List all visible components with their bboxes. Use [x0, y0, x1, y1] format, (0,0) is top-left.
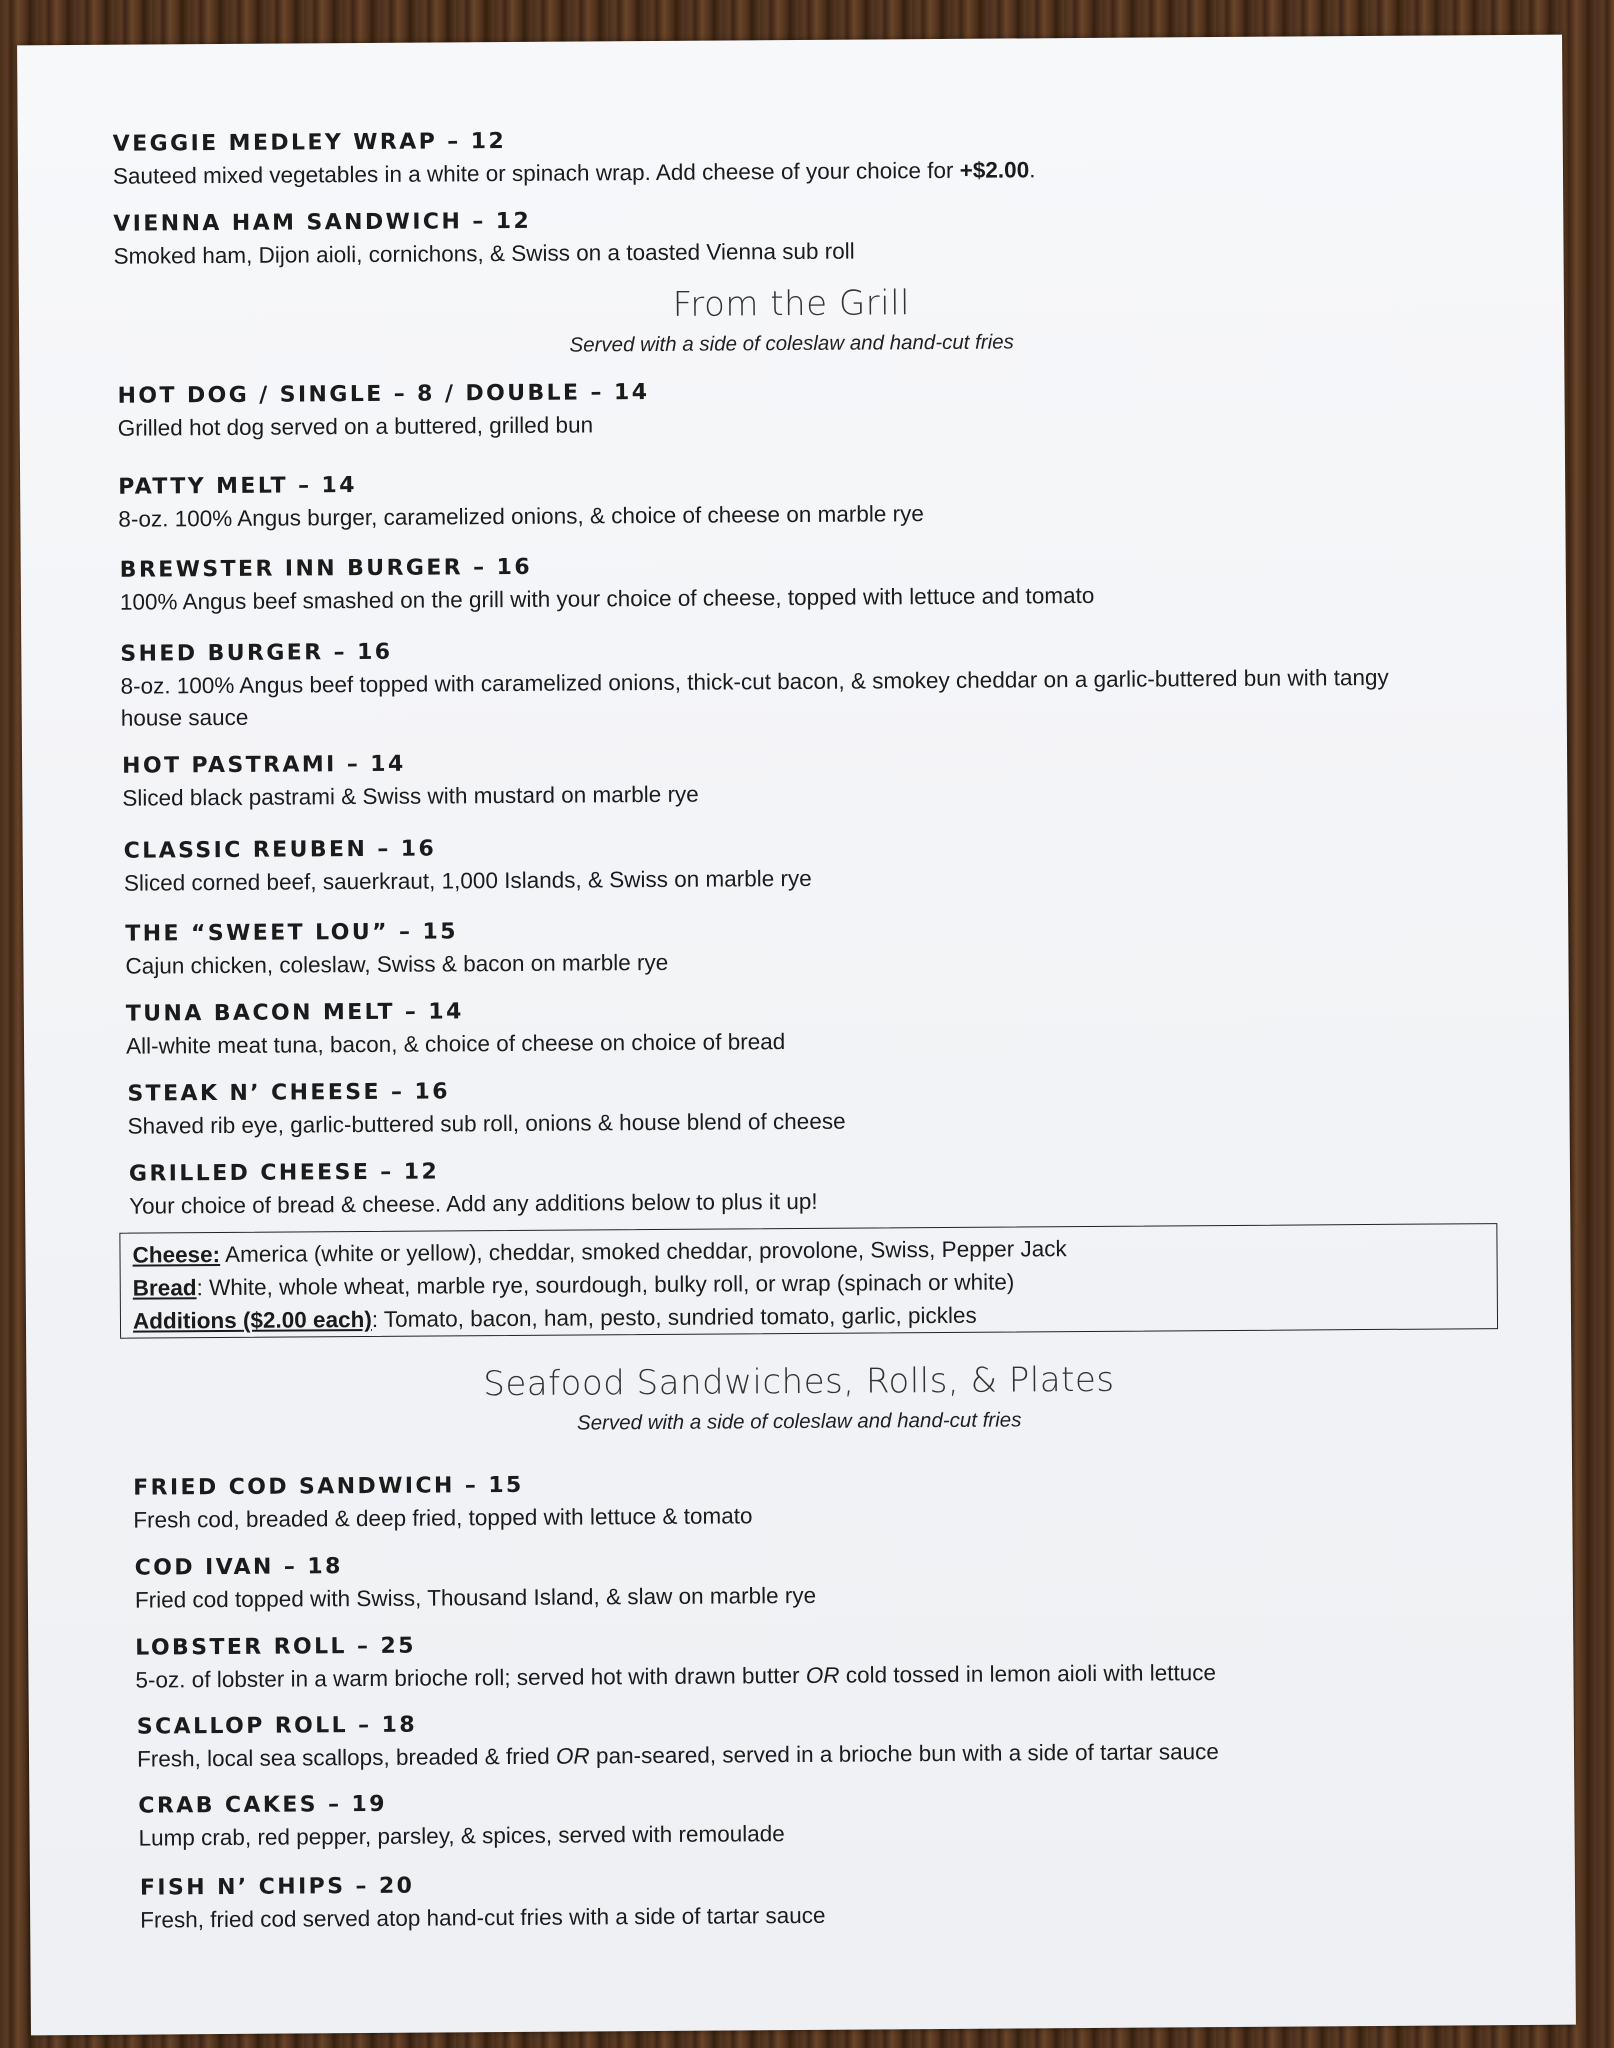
- item-name: TUNA BACON MELT – 14: [125, 999, 464, 1027]
- menu-item-tuna-bacon-melt: [126, 989, 1456, 1062]
- item-description: Shaved rib eye, garlic-buttered sub roll, onions & house blend of cheese: [127, 1108, 846, 1139]
- item-description: Sliced black pastrami & Swiss with mustard on marble rye: [122, 781, 699, 811]
- item-description: Fried cod topped with Swiss, Thousand Island, & slaw on marble rye: [134, 1582, 817, 1613]
- item-name: FRIED COD SANDWICH – 15: [133, 1472, 524, 1501]
- item-description-text: Sauteed mixed vegetables in a white or spinach wrap. Add cheese of your choice for: [112, 157, 960, 189]
- item-description: Sliced corned beef, sauerkraut, 1,000 Islands, & Swiss on marble rye: [123, 865, 812, 896]
- cheese-text: America (white or yellow), cheddar, smoked cheddar, provolone, Swiss, Pepper Jack: [219, 1236, 1067, 1268]
- menu-item-vienna-ham-sandwich: [113, 199, 1443, 272]
- bread-text: : White, whole wheat, marble rye, sourdough, bulky roll, or wrap (spinach or white): [196, 1269, 1015, 1301]
- item-description-a: Fresh, local sea scallops, breaded & fried: [136, 1743, 557, 1772]
- item-name: HOT DOG / SINGLE – 8 / DOUBLE – 14: [117, 380, 650, 409]
- item-description-end: .: [1029, 157, 1036, 183]
- menu-item-cod-ivan: [135, 1543, 1465, 1616]
- menu-item-crab-cakes: [138, 1781, 1468, 1854]
- menu-item-fish-n-chips: [140, 1863, 1470, 1936]
- item-name: SCALLOP ROLL – 18: [136, 1712, 418, 1740]
- menu-item-fried-cod-sandwich: [133, 1463, 1463, 1536]
- item-name: SHED BURGER – 16: [120, 639, 393, 667]
- item-description-b: cold tossed in lemon aioli with lettuce: [839, 1660, 1217, 1688]
- item-description-or: OR: [555, 1743, 590, 1769]
- item-description: Your choice of bread & cheese. Add any additions below to plus it up!: [129, 1188, 818, 1219]
- item-description-or: OR: [805, 1662, 840, 1688]
- item-name: THE “SWEET LOU” – 15: [125, 919, 458, 947]
- menu-item-sweet-lou: [125, 909, 1455, 982]
- menu-item-classic-reuben: [124, 826, 1454, 899]
- bread-label: Bread: [132, 1275, 197, 1301]
- item-description: Fresh cod, breaded & deep fried, topped with lettuce & tomato: [133, 1503, 753, 1533]
- menu-item-scallop-roll: [137, 1702, 1467, 1775]
- item-price-addon: +$2.00: [959, 157, 1030, 183]
- item-description: Smoked ham, Dijon aioli, cornichons, & Swiss on a toasted Vienna sub roll: [113, 238, 855, 269]
- options-box: [119, 1223, 1498, 1339]
- item-name: FISH N’ CHIPS – 20: [139, 1873, 415, 1901]
- menu-item-hot-pastrami: [122, 741, 1452, 814]
- item-name: PATTY MELT – 14: [118, 473, 358, 500]
- item-description: 8-oz. 100% Angus burger, caramelized onions, & choice of cheese on marble rye: [118, 501, 924, 532]
- item-name: GRILLED CHEESE – 12: [128, 1159, 440, 1187]
- cheese-label: Cheese:: [132, 1242, 221, 1268]
- item-name: STEAK N’ CHEESE – 16: [127, 1079, 450, 1107]
- section-title-seafood: Seafood Sandwiches, Rolls, & Plates: [483, 1359, 1115, 1405]
- item-description: Fresh, fried cod served atop hand-cut fries with a side of tartar sauce: [140, 1902, 826, 1933]
- section-subtitle-seafood: Served with a side of coleslaw and hand-cut fries: [576, 1408, 1022, 1435]
- menu-item-patty-melt: [118, 462, 1448, 535]
- additions-label: Additions ($2.00 each): [132, 1306, 372, 1334]
- item-description-b: pan-seared, served in a brioche bun with a side of tartar sauce: [589, 1739, 1219, 1769]
- menu-page: [17, 35, 1576, 2036]
- menu-item-lobster-roll: [135, 1623, 1465, 1696]
- item-description: Lump crab, red pepper, parsley, & spices, served with remoulade: [138, 1821, 785, 1851]
- menu-item-veggie-medley-wrap: [113, 119, 1443, 192]
- item-name: COD IVAN – 18: [134, 1554, 343, 1581]
- menu-item-shed-burger: [120, 629, 1451, 734]
- item-name: CRAB CAKES – 19: [138, 1791, 388, 1819]
- item-name: LOBSTER ROLL – 25: [135, 1633, 416, 1661]
- item-description: Cajun chicken, coleslaw, Swiss & bacon on marble rye: [125, 949, 669, 979]
- menu-item-grilled-cheese: [129, 1149, 1459, 1222]
- section-title-grill: From the Grill: [672, 283, 911, 325]
- section-subtitle-grill: Served with a side of coleslaw and hand-cut fries: [569, 330, 1014, 357]
- item-name: CLASSIC REUBEN – 16: [123, 836, 437, 864]
- item-name: VIENNA HAM SANDWICH – 12: [113, 208, 532, 237]
- menu-item-brewster-inn-burger: [120, 545, 1450, 618]
- menu-item-hot-dog: [117, 371, 1447, 444]
- item-description: Grilled hot dog served on a buttered, grilled bun: [117, 412, 594, 441]
- item-name: VEGGIE MEDLEY WRAP – 12: [112, 129, 507, 157]
- item-description: 100% Angus beef smashed on the grill with your choice of cheese, topped with lettuce and tomato: [119, 582, 1095, 615]
- item-description: All-white meat tuna, bacon, & choice of cheese on choice of bread: [125, 1029, 786, 1059]
- additions-text: : Tomato, bacon, ham, pesto, sundried tomato, garlic, pickles: [371, 1302, 977, 1332]
- item-name: BREWSTER INN BURGER – 16: [119, 554, 533, 583]
- item-name: HOT PASTRAMI – 14: [122, 751, 406, 779]
- item-description-a: 5-oz. of lobster in a warm brioche roll; served hot with drawn butter: [135, 1662, 806, 1693]
- item-description: 8-oz. 100% Angus beef topped with caramelized onions, thick-cut bacon, & smokey cheddar on a garlic-buttered bun with tangy house sauce: [120, 664, 1389, 731]
- menu-item-steak-n-cheese: [127, 1069, 1457, 1142]
